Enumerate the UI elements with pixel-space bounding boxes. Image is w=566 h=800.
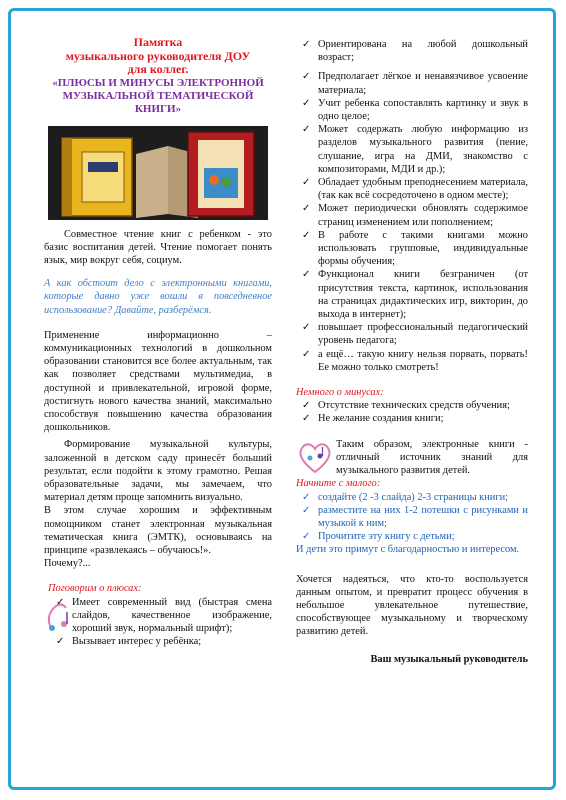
pro-item-7: ✓ Может периодически обновлять содержимое страниц изменением или пополнением; [296, 202, 528, 228]
pro-item-1: ✓ Вызывает интерес у ребёнка; [50, 635, 272, 648]
pro-item-10: ✓ повышает профессиональный педагогический уровень педагога; [296, 321, 528, 347]
step-item-2: ✓ Прочитите эту книгу с детьми; [296, 530, 528, 543]
intro-paragraph: Совместное чтение книг с ребенком - это базис воспитания детей. Чтение помогает понять язык, мир вокруг себя, социум. [44, 228, 272, 266]
ict-paragraph: Применение информационно – коммуникационных технологий в дошкольном образовании становится все более актуальным, так как позволяет средствами мультимедиа, в доступной и привлекательной, игровой форме, достигнуть нового качества знаний, максимально способствуя повышению качества образования дошкольников. [44, 329, 272, 434]
hope-paragraph: Хочется надеяться, что кто-то воспользуется данным опытом, и превратит процесс обучения в небольшое увлекательное путешествие, способствующее музыкальному и творческому развитию детей. [296, 573, 528, 638]
books-illustration [44, 126, 272, 220]
pro-item-6: ✓ Обладает удобным преподнесением материала, (так как всё сосредоточено в одном месте); [296, 176, 528, 202]
pro-item-3: ✓ Предполагает лёгкое и ненавязчивое усвоение материала; [296, 70, 528, 96]
con-item-0: ✓ Отсутствие технических средств обучения; [296, 399, 528, 412]
left-column [44, 36, 272, 648]
question-paragraph: А как обстоит дело с электронными книгами, которые давно уже вошли в повседневное использование? Давайте, разберёмся. [44, 278, 272, 316]
heart-music-icon [296, 438, 334, 478]
pro-item-5: ✓ Может содержать любую информацию из разделов музыкального развития (пение, слушание, игра на ДМИ, знакомство с композиторами, МДИ и др.); [296, 123, 528, 176]
step-item-0: ✓ создайте (2 -3 слайда) 2-3 страницы книги; [296, 491, 528, 504]
start-heading: Начните с малого: [296, 478, 381, 490]
memo-subtitle: «ПЛЮСЫ И МИНУСЫ ЭЛЕКТРОННОЙ МУЗЫКАЛЬНОЙ ТЕМАТИЧЕСКОЙ КНИГИ» [52, 76, 264, 115]
pro-item-4: ✓ Учит ребенка сопоставлять картинку и звук в одно целое; [296, 97, 528, 123]
pro-item-2: ✓ Ориентирована на любой дошкольный возраст; [296, 38, 528, 64]
right-column [296, 38, 528, 666]
why-text: Почему?... [44, 558, 91, 570]
steps-list [296, 491, 528, 544]
pro-item-8: ✓ В работе с такими книгами можно использовать групповые, индивидуальные формы обучения; [296, 229, 528, 269]
pro-item-9: ✓ Функционал книги безграничен (от присутствия текста, картинок, использования на страницах дидактических игр, викторин, до выхода в интернет); [296, 268, 528, 321]
cons-heading: Немного о минусах: [296, 387, 384, 399]
signature: Ваш музыкальный руководитель [370, 653, 528, 665]
conclusion-text: Таким образом, электронные книги - отличный источник знаний для музыкального развития детей. [336, 438, 528, 477]
con-item-1: ✓ Не желание создания книги; [296, 412, 528, 425]
conclusion-block [296, 438, 528, 478]
pro-item-11: ✓ а ещё… такую книгу нельзя порвать, порвать! Ее можно только смотреть! [296, 348, 528, 374]
pros-heading: Поговорим о плюсах: [48, 583, 142, 595]
pros-list-continued [296, 38, 528, 374]
memo-title: Памятка музыкального руководителя ДОУ для коллег. [65, 35, 251, 76]
book-helper-paragraph: В этом случае хорошим и эффективным помощником станет электронная музыкальная тематическая книга (ЭМТК), основываясь на принципе «развлекаясь – обучаюсь!». [44, 505, 272, 556]
culture-paragraph: Формирование музыкальной культуры, заложенной в детском саду принесёт больший результат, если подойти к этому грамотно. Решая образовательные задачи, мы замечаем, что материал детям проще запомнить визуально. [44, 439, 272, 504]
step-item-1: ✓ разместите на них 1-2 потешки с рисунками и музыкой к ним; [296, 504, 528, 530]
pro-item-0: ✓ Имеет современный вид (быстрая смена слайдов, качественное изображение, хороший звук, нормальный шрифт); [50, 596, 272, 636]
children-line: И дети это примут с благодарностью и интересом. [296, 544, 520, 556]
pros-list-start [44, 596, 272, 649]
cons-list [296, 399, 528, 425]
